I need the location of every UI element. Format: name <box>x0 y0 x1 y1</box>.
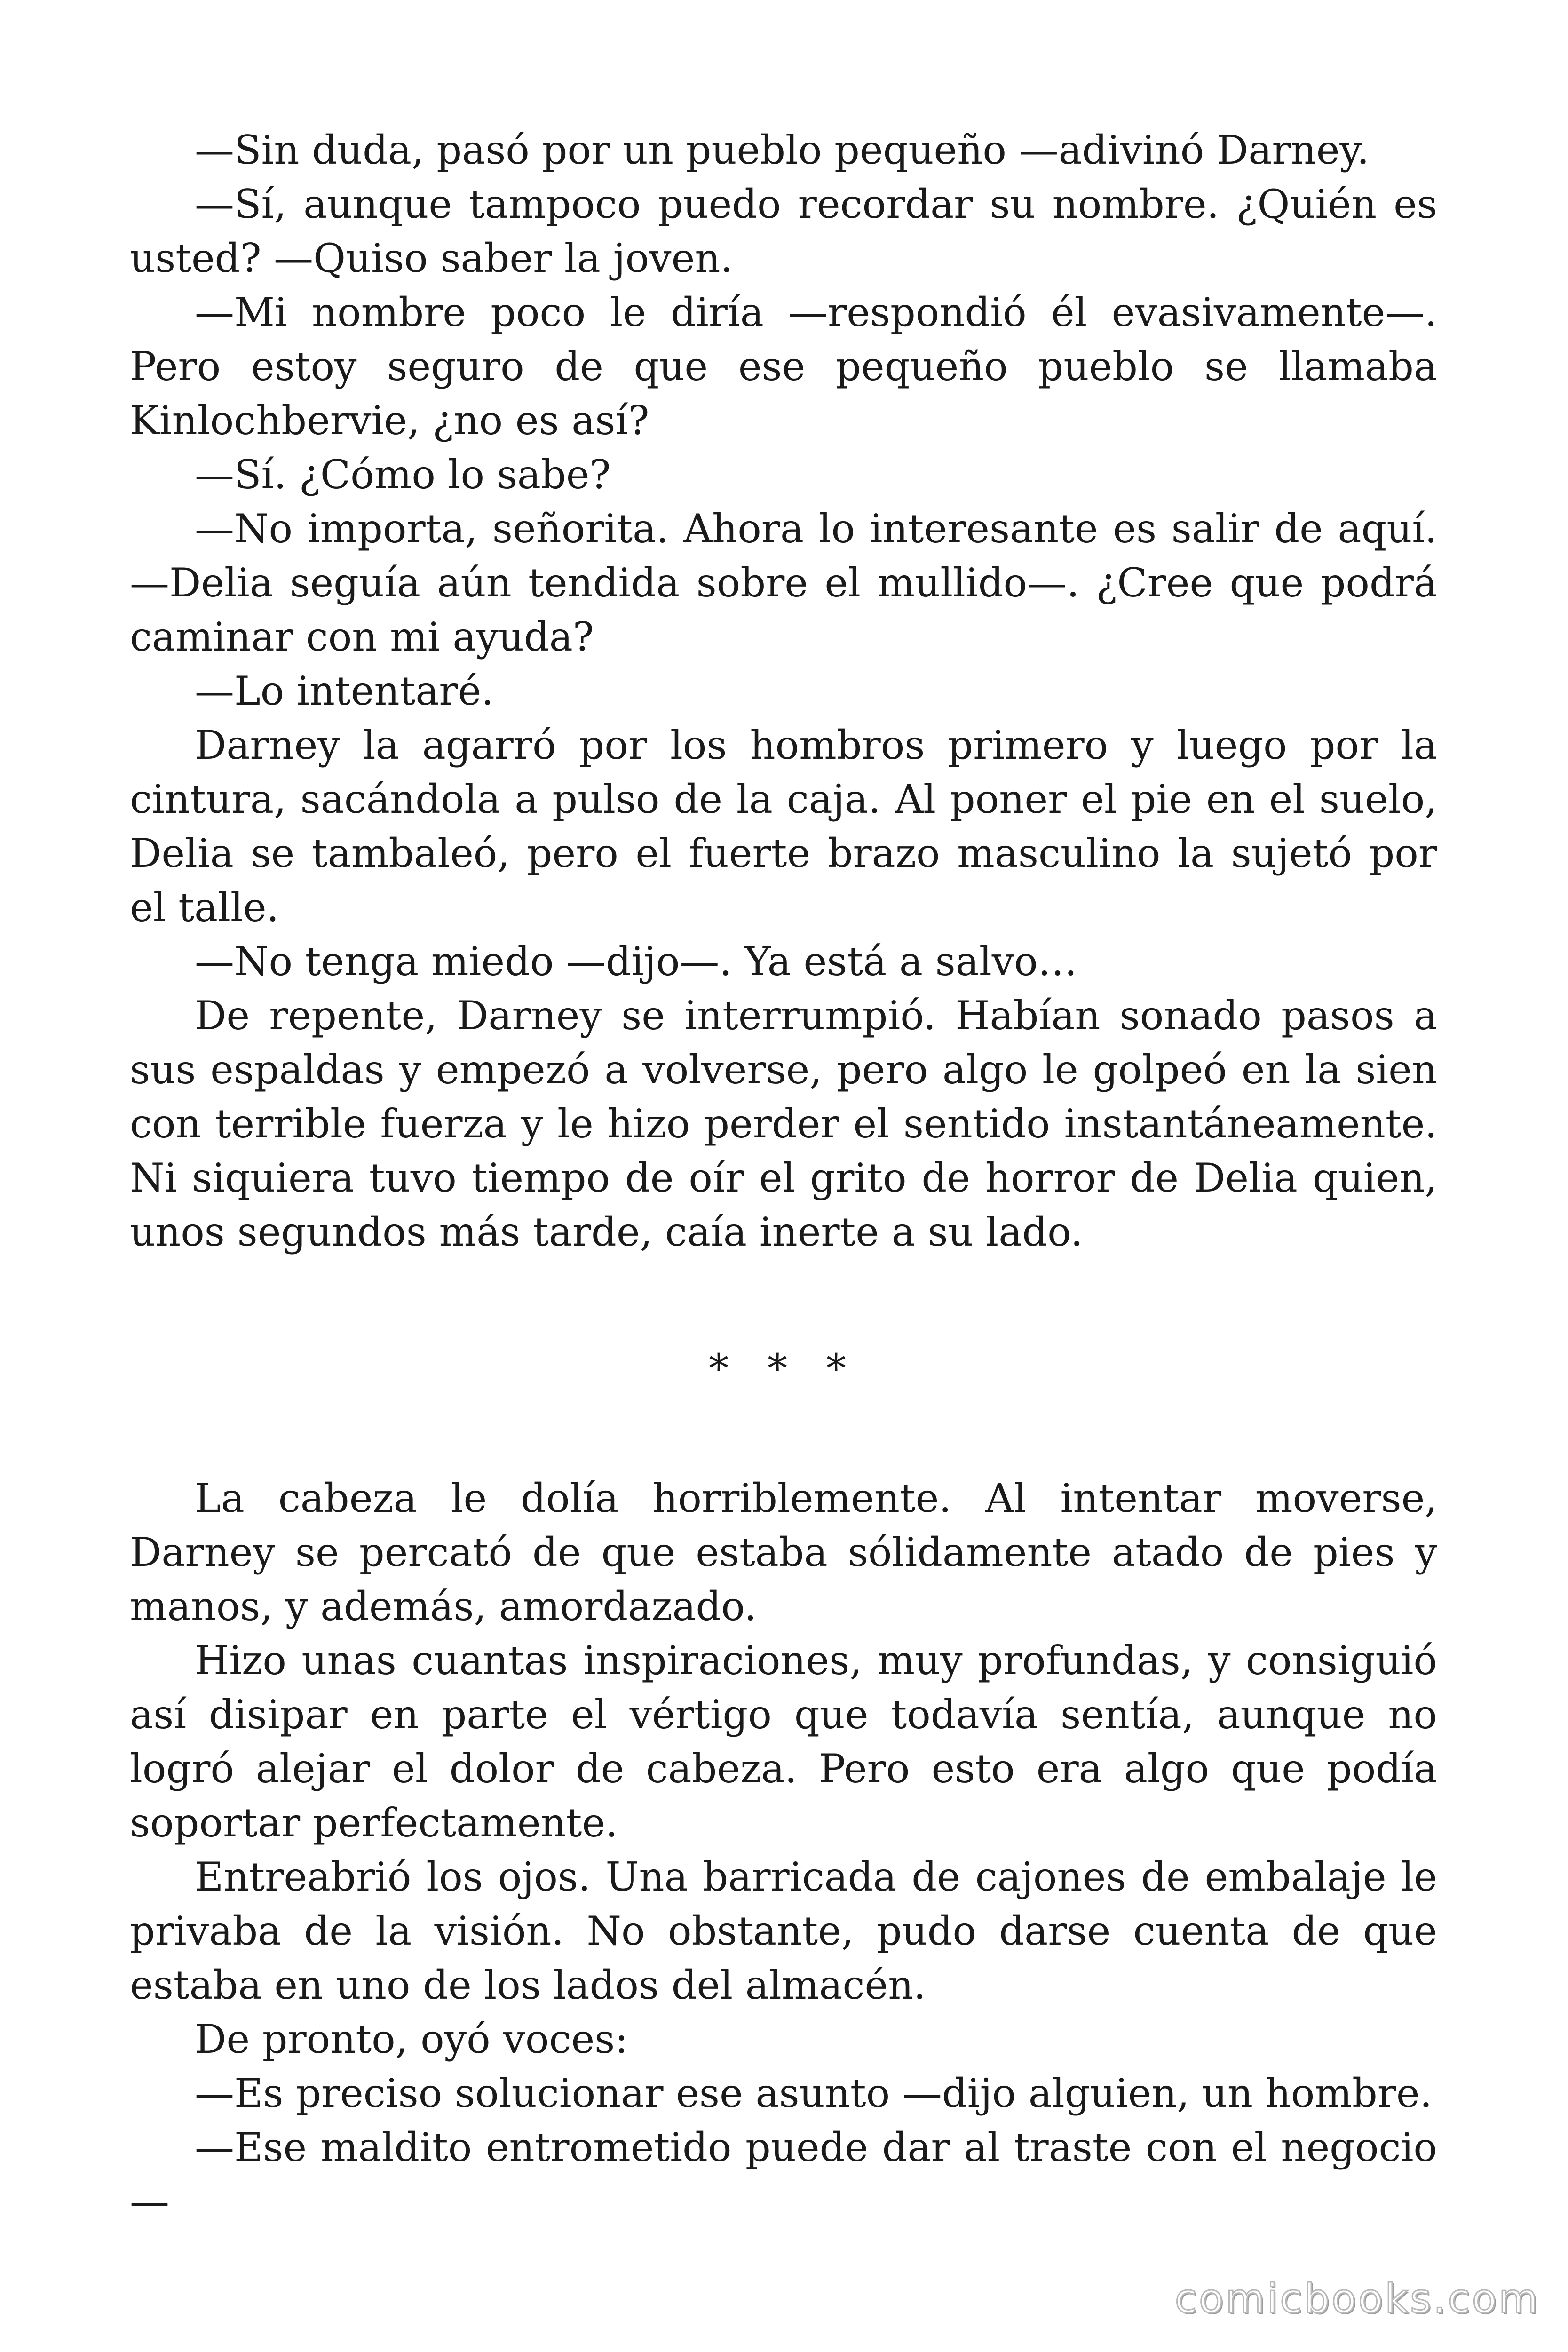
watermark: comicbooks.com <box>1174 2275 1540 2322</box>
section-separator: * * * <box>709 1345 859 1391</box>
paragraph: —Es preciso solucionar ese asunto —dijo alguien, un hombre. <box>195 2070 1433 2116</box>
paragraph: De pronto, oyó voces: <box>195 2016 628 2062</box>
paragraph: —Sin duda, pasó por un pueblo pequeño —adivinó Darney. <box>195 127 1370 173</box>
paragraph: Darney la agarró por los hombros primero y luego por la cintura, sacándola a pulso de la caja. Al poner el pie en el suelo, Delia se tambaleó, pero el fuerte brazo masculino la sujetó por el talle. <box>130 722 1437 930</box>
paragraph: —Ese maldito entrometido puede dar al traste con el negocio — <box>130 2124 1437 2225</box>
paragraph: La cabeza le dolía horriblemente. Al intentar moverse, Darney se percató de que estaba sólidamente atado de pies y manos, y además, amordazado. <box>130 1475 1437 1629</box>
paragraph: —Lo intentaré. <box>195 668 494 714</box>
paragraph: Hizo unas cuantas inspiraciones, muy profundas, y consiguió así disipar en parte el vértigo que todavía sentía, aunque no logró alejar el dolor de cabeza. Pero esto era algo que podía soportar perfectamente. <box>130 1637 1437 1846</box>
text-section-1 <box>130 123 1437 1259</box>
paragraph: Entreabrió los ojos. Una barricada de cajones de embalaje le privaba de la visión. No obstante, pudo darse cuenta de que estaba en uno de los lados del almacén. <box>130 1854 1437 2008</box>
paragraph: —Sí, aunque tampoco puedo recordar su nombre. ¿Quién es usted? —Quiso saber la joven. <box>130 181 1437 281</box>
paragraph: —Mi nombre poco le diría —respondió él evasivamente—. Pero estoy seguro de que ese pequeño pueblo se llamaba Kinlochbervie, ¿no es así? <box>130 289 1437 444</box>
paragraph: —No importa, señorita. Ahora lo interesante es salir de aquí. —Delia seguía aún tendida sobre el mullido—. ¿Cree que podrá caminar con mi ayuda? <box>130 506 1437 660</box>
paragraph: —Sí. ¿Cómo lo sabe? <box>195 452 611 498</box>
text-section-2 <box>130 1471 1437 2229</box>
paragraph: —No tenga miedo —dijo—. Ya está a salvo… <box>195 938 1077 985</box>
paragraph: De repente, Darney se interrumpió. Habían sonado pasos a sus espaldas y empezó a volverse, pero algo le golpeó en la sien con terrible fuerza y le hizo perder el sentido instantáneamente. Ni siquiera tuvo tiempo de oír el grito de horror de Delia quien, unos segundos más tarde, caía inerte a su lado. <box>130 993 1437 1255</box>
